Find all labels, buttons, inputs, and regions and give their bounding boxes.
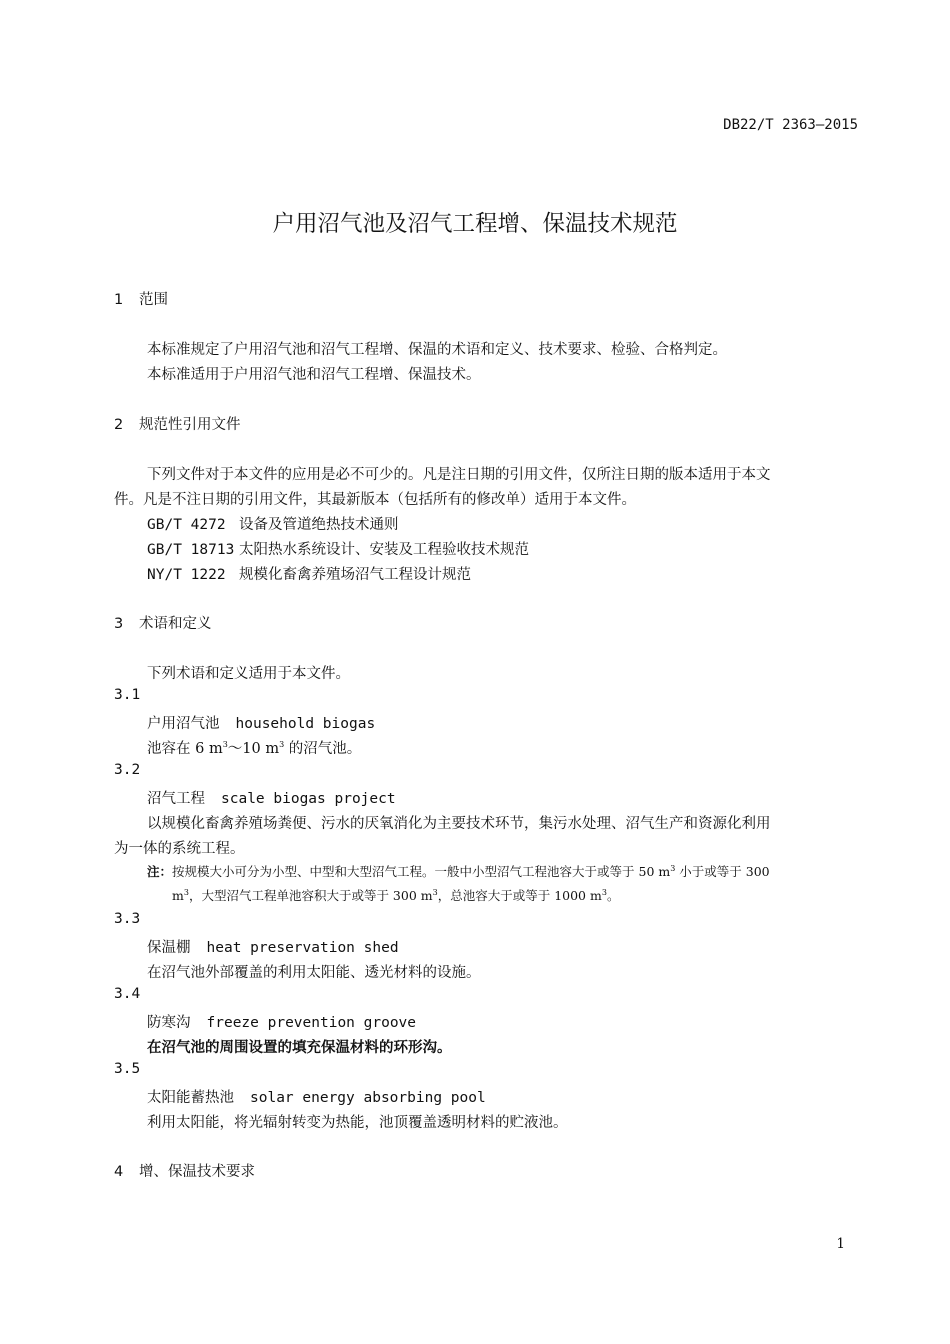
note-text: 按规模大小可分为小型、中型和大型沼气工程。一般中小型沼气工程池容大于或等于 50 m	[172, 864, 671, 879]
paragraph: 下列术语和定义适用于本文件。	[147, 666, 350, 682]
term-english: scale biogas project	[221, 791, 396, 807]
page-number: 1	[836, 1236, 845, 1252]
note-text: ，总池容大于或等于 1000 m	[437, 888, 602, 903]
superscript: 3	[670, 863, 676, 873]
term-english: household biogas	[235, 716, 376, 732]
definition-text: 池容在 6 m	[147, 741, 223, 757]
term-chinese: 沼气工程	[147, 791, 205, 807]
section-1-heading	[114, 288, 168, 309]
superscript: 3	[601, 887, 607, 897]
section-title: 规范性引用文件	[139, 417, 241, 433]
term-entry	[147, 936, 399, 957]
term-chinese: 太阳能蓄热池	[147, 1090, 234, 1106]
reference-code: NY/T 1222	[147, 567, 226, 583]
standard-number: DB22/T 2363—2015	[723, 117, 858, 133]
term-number: 3.2	[114, 762, 141, 778]
section-3-heading	[114, 612, 212, 633]
note-text: 小于或等于 300	[675, 864, 770, 879]
term-definition: 在沼气池外部覆盖的利用太阳能、透光材料的设施。	[147, 965, 481, 981]
reference-title: 设备及管道绝热技术通则	[239, 517, 399, 533]
term-definition	[147, 737, 361, 758]
superscript: 3	[432, 887, 438, 897]
section-title: 增、保温技术要求	[139, 1164, 255, 1180]
term-entry	[147, 787, 396, 808]
note-text: 。	[606, 888, 620, 903]
term-number: 3.4	[114, 986, 141, 1002]
note-continuation	[172, 886, 619, 904]
section-title: 范围	[139, 292, 168, 308]
paragraph: 本标准规定了户用沼气池和沼气工程增、保温的术语和定义、技术要求、检验、合格判定。	[147, 342, 727, 358]
term-entry	[147, 1011, 416, 1032]
term-entry	[147, 1086, 486, 1107]
reference-title: 规模化畜禽养殖场沼气工程设计规范	[239, 567, 471, 583]
term-chinese: 防寒沟	[147, 1015, 191, 1031]
term-definition: 利用太阳能，将光辐射转变为热能，池顶覆盖透明材料的贮液池。	[147, 1115, 568, 1131]
term-entry	[147, 712, 375, 733]
superscript: 3	[279, 740, 285, 750]
term-definition: 在沼气池的周围设置的填充保温材料的环形沟。	[147, 1040, 452, 1056]
note-text: ，大型沼气工程单池容积大于或等于 300 m	[188, 888, 433, 903]
superscript: 3	[183, 887, 189, 897]
section-number: 2	[114, 417, 124, 433]
reference-code: GB/T 4272	[147, 517, 226, 533]
reference-item	[147, 563, 471, 584]
reference-item	[147, 513, 399, 534]
reference-title: 太阳热水系统设计、安装及工程验收技术规范	[239, 542, 529, 558]
term-english: heat preservation shed	[206, 940, 399, 956]
document-title: 户用沼气池及沼气工程增、保温技术规范	[272, 211, 678, 237]
note	[147, 862, 770, 880]
term-number: 3.1	[114, 687, 141, 703]
term-english: solar energy absorbing pool	[250, 1090, 486, 1106]
note-text: m	[172, 888, 184, 903]
section-number: 4	[114, 1164, 124, 1180]
section-4-heading	[114, 1160, 255, 1181]
superscript: 3	[222, 740, 228, 750]
term-number: 3.5	[114, 1061, 141, 1077]
section-number: 1	[114, 292, 124, 308]
term-definition: 以规模化畜禽养殖场粪便、污水的厌氧消化为主要技术环节，集污水处理、沼气生产和资源化利用	[147, 816, 771, 832]
section-title: 术语和定义	[139, 616, 212, 632]
paragraph: 本标准适用于户用沼气池和沼气工程增、保温技术。	[147, 367, 481, 383]
paragraph-continuation: 件。凡是不注日期的引用文件，其最新版本（包括所有的修改单）适用于本文件。	[114, 492, 636, 508]
section-number: 3	[114, 616, 124, 632]
reference-code: GB/T 18713	[147, 542, 235, 558]
section-2-heading	[114, 413, 241, 434]
definition-text: ～10 m	[227, 741, 280, 757]
term-chinese: 户用沼气池	[147, 716, 220, 732]
term-chinese: 保温棚	[147, 940, 191, 956]
term-definition-continuation: 为一体的系统工程。	[114, 841, 245, 857]
paragraph: 下列文件对于本文件的应用是必不可少的。凡是注日期的引用文件，仅所注日期的版本适用于本文	[147, 467, 771, 483]
definition-text: 的沼气池。	[284, 741, 362, 757]
reference-item	[147, 538, 529, 559]
term-english: freeze prevention groove	[206, 1015, 417, 1031]
term-number: 3.3	[114, 911, 141, 927]
note-label: 注：	[147, 864, 173, 879]
